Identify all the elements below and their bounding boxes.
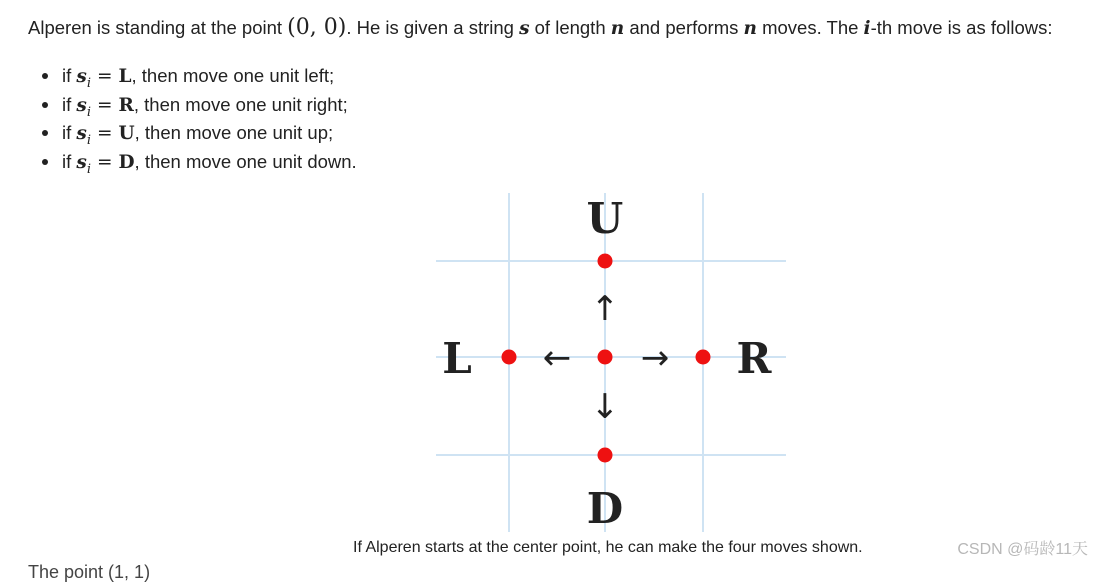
var-s: s (519, 18, 530, 39)
symbol-sub: i (86, 133, 91, 148)
move-item-right: if $s_i = R$, then move one unit right; (40, 91, 357, 120)
symbol-eq: = (96, 151, 113, 173)
move-letter: R (118, 94, 134, 116)
move-item-left: if $s_i = L$, then move one unit left; (40, 62, 357, 91)
symbol-eq: = (96, 94, 113, 116)
point-up (598, 254, 613, 269)
intro-text-4: and performs (624, 17, 744, 38)
symbol-s: s (76, 66, 87, 87)
arrow-left-icon: ← (542, 338, 572, 378)
move-item-down: if $s_i = D$, then move one unit down. (40, 148, 357, 177)
move-text: , then move one unit down. (134, 150, 357, 172)
label-up: U (586, 194, 624, 243)
move-letter: D (118, 151, 135, 173)
move-letter: L (118, 66, 132, 87)
symbol-eq: = (96, 66, 113, 87)
arrow-up-icon: ↑ (590, 289, 620, 329)
symbol-sub: i (86, 104, 91, 120)
var-n-2: n (743, 18, 757, 39)
symbol-s: s (76, 151, 87, 173)
move-item-up: if $s_i = U$, then move one unit up; (40, 119, 357, 148)
move-text: , then move one unit right; (133, 93, 348, 115)
label-right: R (736, 334, 772, 383)
symbol-sub: i (86, 76, 91, 91)
move-text: , then move one unit left; (131, 65, 335, 86)
grid (436, 193, 786, 532)
symbol-eq: = (96, 123, 113, 144)
arrow-down-icon: ↓ (590, 387, 620, 427)
move-text: , then move one unit up; (134, 122, 334, 143)
intro-text-1: Alperen is standing at the point (28, 17, 288, 38)
origin-point: (0, 0) (287, 15, 347, 40)
point-down (598, 448, 613, 463)
point-right (696, 350, 711, 365)
point-left (502, 350, 517, 365)
watermark: CSDN @码龄11天 (957, 541, 1088, 558)
intro-text-6: -th move is as follows: (870, 17, 1053, 38)
symbol-sub: i (86, 161, 91, 177)
var-n-1: n (610, 18, 625, 39)
intro-text-5: moves. The (756, 17, 864, 38)
move-letter: U (118, 123, 135, 144)
symbol-s: s (76, 123, 87, 144)
label-down: D (586, 484, 624, 533)
var-i: i (863, 18, 871, 39)
label-left: L (442, 334, 472, 383)
point-center (598, 350, 613, 365)
figure-caption: If Alperen starts at the center point, he can make the four moves shown. (353, 539, 863, 556)
intro-text-2: . He is given a string (346, 17, 520, 38)
next-paragraph-cutoff: The point (1, 1) (28, 562, 151, 582)
arrow-right-icon: → (640, 338, 670, 378)
symbol-s: s (76, 94, 87, 116)
intro-text-3: of length (529, 17, 611, 38)
